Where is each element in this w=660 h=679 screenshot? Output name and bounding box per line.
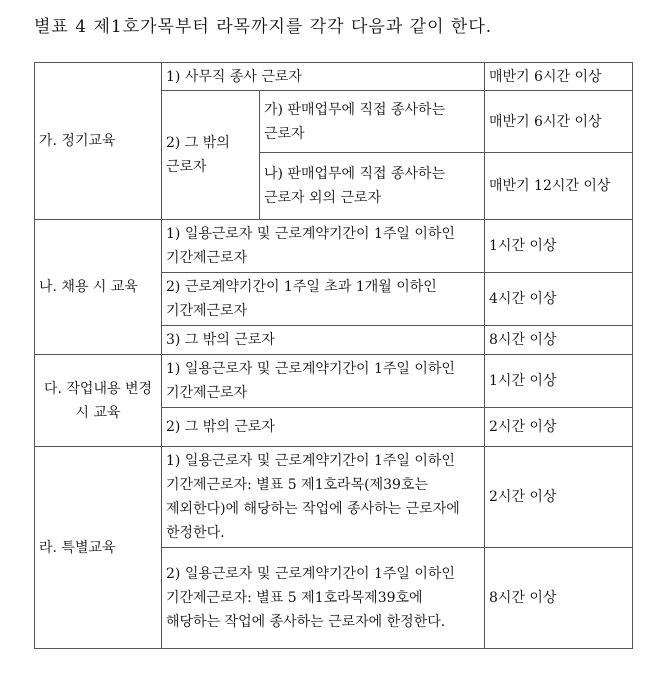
hours-cell: 4시간 이상 [485, 273, 633, 326]
target-cell: 가) 판매업무에 직접 종사하는 근로자 [260, 91, 485, 153]
target-cell: 나) 판매업무에 직접 종사하는 근로자 외의 근로자 [260, 153, 485, 220]
category-cell: 나. 채용 시 교육 [35, 220, 162, 355]
hours-cell: 매반기 6시간 이상 [485, 91, 633, 153]
target-cell: 1) 일용근로자 및 근로계약기간이 1주일 이하인 기간제근로자: 별표 5 제1호라목(제39호는 제외한다)에 해당하는 작업에 종사하는 근로자에 한정한다. [162, 447, 485, 548]
target-cell: 2) 그 밖의 근로자 [162, 408, 485, 447]
table-row [35, 355, 633, 408]
target-cell: 3) 그 밖의 근로자 [162, 326, 485, 355]
target-cell: 1) 사무직 종사 근로자 [162, 63, 485, 91]
hours-cell: 매반기 6시간 이상 [485, 63, 633, 91]
hours-cell: 1시간 이상 [485, 355, 633, 408]
hours-cell: 2시간 이상 [485, 408, 633, 447]
document-heading: 별표 4 제1호가목부터 라목까지를 각각 다음과 같이 한다. [34, 17, 493, 37]
target-cell: 2) 일용근로자 및 근로계약기간이 1주일 이하인 기간제근로자: 별표 5 제1호라목제39호에 해당하는 작업에 종사하는 근로자에 한정한다. [162, 548, 485, 649]
table-row [35, 63, 633, 91]
table-row [35, 220, 633, 273]
target-cell: 2) 근로계약기간이 1주일 초과 1개월 이하인 기간제근로자 [162, 273, 485, 326]
category-cell: 라. 특별교육 [35, 447, 162, 649]
hours-cell: 8시간 이상 [485, 548, 633, 649]
subgroup-cell: 2) 그 밖의 근로자 [162, 91, 260, 220]
education-hours-table [34, 62, 633, 649]
category-cell: 가. 정기교육 [35, 63, 162, 220]
table-row [35, 447, 633, 548]
target-cell: 1) 일용근로자 및 근로계약기간이 1주일 이하인 기간제근로자 [162, 355, 485, 408]
hours-cell: 매반기 12시간 이상 [485, 153, 633, 220]
hours-cell: 2시간 이상 [485, 447, 633, 548]
target-cell: 1) 일용근로자 및 근로계약기간이 1주일 이하인 기간제근로자 [162, 220, 485, 273]
hours-cell: 1시간 이상 [485, 220, 633, 273]
hours-cell: 8시간 이상 [485, 326, 633, 355]
category-cell: 다. 작업내용 변경 시 교육 [35, 355, 162, 447]
